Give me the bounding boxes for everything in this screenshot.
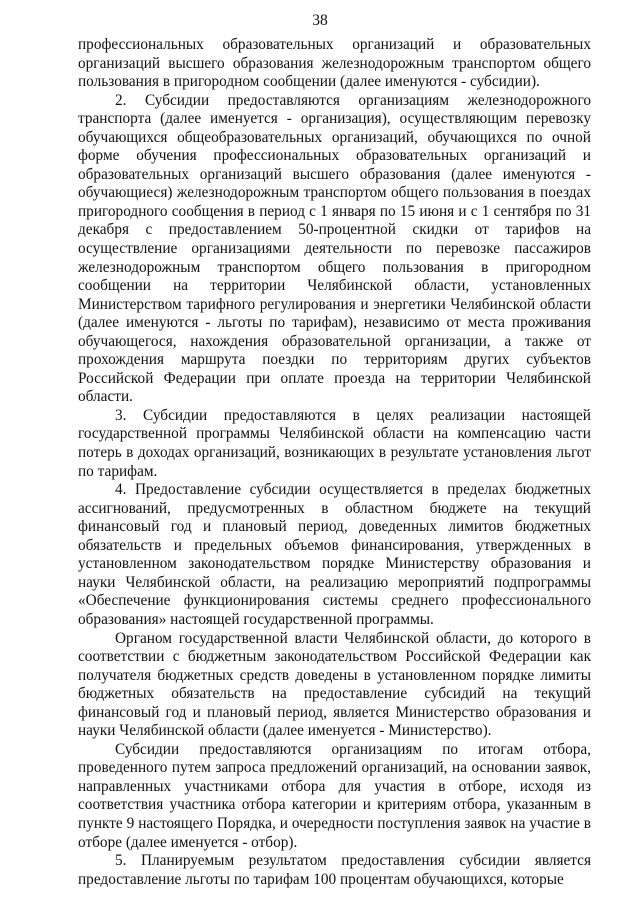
paragraph-item-3: 3. Субсидии предоставляются в целях реализации настоящей государственной программы Челябинской области на компенсацию части потерь в доходах организаций, возникающих в результате установления льгот по тарифам. (78, 406, 591, 480)
paragraph-authority: Органом государственной власти Челябинской области, до которого в соответствии с бюджетным законодательством Российской Федерации как получателя бюджетных средств доведены в установленном порядке лимиты бюджетных обязательств на предоставление субсидий на текущий финансовый год и плановый период, является Министерство образования и науки Челябинской области (далее именуется - Министерство). (78, 629, 591, 740)
paragraph-selection: Субсидии предоставляются организациям по итогам отбора, проведенного путем запроса предложений организаций, на основании заявок, направленных участниками отбора для участия в отборе, исходя из соответствия участника отбора категории и критериям отбора, указанным в пункте 9 настоящего Порядка, и очередности поступления заявок на участие в отборе (далее именуется - отбор). (78, 740, 591, 851)
paragraph-item-5: 5. Планируемым результатом предоставления субсидии является предоставление льготы по тарифам 100 процентам обучающихся, которые (78, 852, 591, 888)
paragraph-item-4: 4. Предоставление субсидии осуществляется в пределах бюджетных ассигнований, предусмотренных в областном бюджете на текущий финансовый год и плановый период, доведенных лимитов бюджетных обязательств и предельных объемов финансирования, утвержденных в установленном законодательством порядке Министерству образования и науки Челябинской области, на реализацию мероприятий подпрограммы «Обеспечение функционирования системы среднего профессионального образования» настоящей государственной программы. (78, 481, 591, 628)
paragraph-continuation: профессиональных образовательных организаций и образовательных организаций высшего образования железнодорожным транспортом общего пользования в пригородном сообщении (далее именуются - субсидии). (78, 36, 591, 91)
paragraph-item-2: 2. Субсидии предоставляются организациям железнодорожного транспорта (далее именуется - организация), осуществляющим перевозку обучающихся общеобразовательных организаций, обучающихся по очной форме обучения профессиональных образовательных организаций и образовательных организаций высшего образования (далее именуются - обучающиеся) железнодорожным транспортом общего пользования в поездах пригородного сообщения в период с 1 января по 15 июня и с 1 сентября по 31 декабря с предоставлением 50-процентной скидки от тарифов на осуществление организациями деятельности по перевозке пассажиров железнодорожным транспортом общего пользования в пригородном сообщении на территории Челябинской области, установленных Министерством тарифного регулирования и энергетики Челябинской области (далее именуются - льготы по тарифам), независимо от места проживания обучающегося, нахождения образовательной организации, а также от прохождения маршрута поездки по территориям других субъектов Российской Федерации при оплате проезда на территории Челябинской области. (78, 91, 591, 406)
page-number: 38 (312, 12, 328, 29)
document-body (78, 36, 591, 889)
